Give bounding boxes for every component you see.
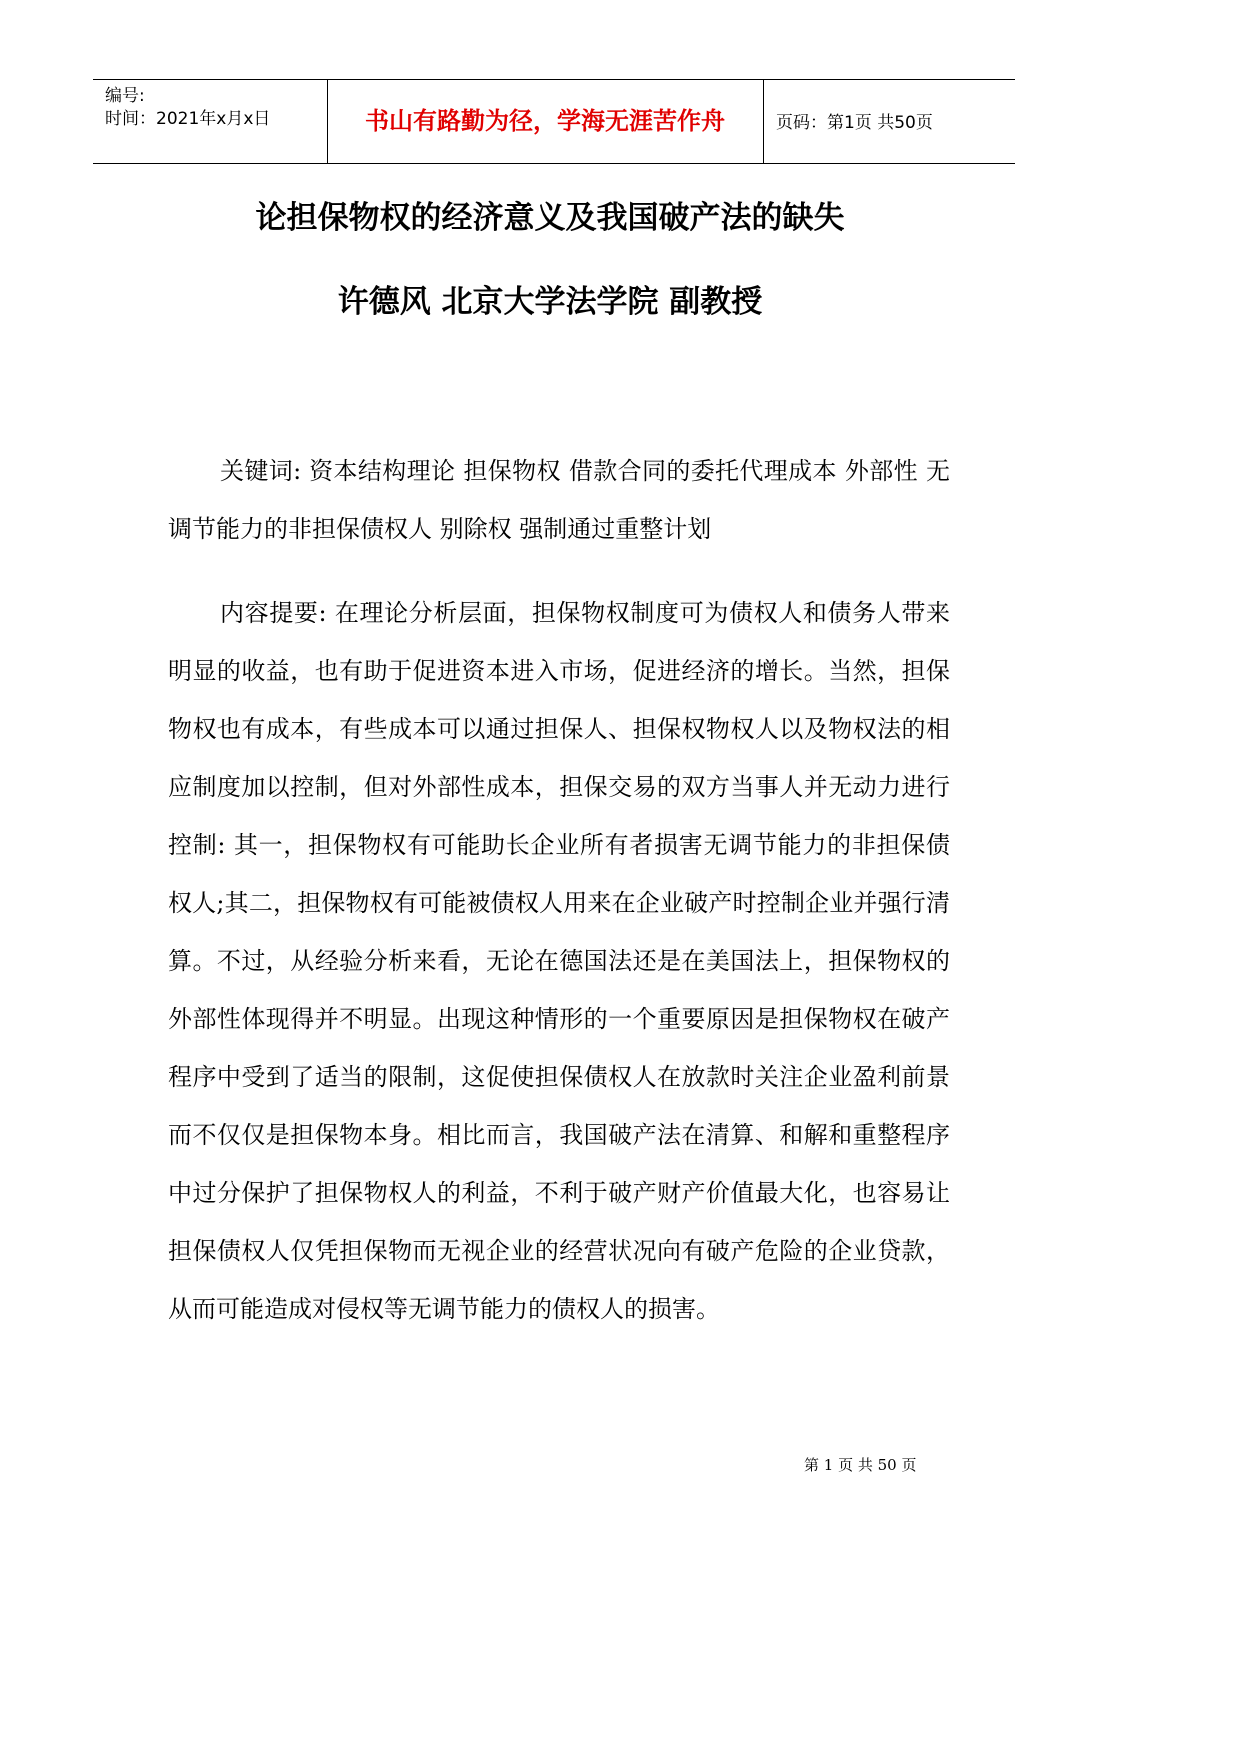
header-meta-cell <box>93 80 328 163</box>
document-time-label: 时间：2021年x月x日 <box>105 109 271 129</box>
header-motto: 书山有路勤为径，学海无涯苦作舟 <box>365 106 725 135</box>
page-footer: 第 1 页 共 50 页 <box>804 1456 917 1474</box>
document-number-label: 编号: <box>105 86 145 106</box>
author-line: 许德风 北京大学法学院 副教授 <box>337 284 763 320</box>
header-motto-cell <box>327 80 764 163</box>
header-page-cell <box>764 80 1015 163</box>
document-title: 论担保物权的经济意义及我国破产法的缺失 <box>255 200 845 236</box>
document-header <box>93 79 1015 164</box>
abstract-paragraph: 内容提要: 在理论分析层面，担保物权制度可为债权人和债务人带来明显的收益，也有助于促进资本进入市场，促进经济的增长。当然，担保物权也有成本，有些成本可以通过担保人、担保权物权人以及物权法的相应制度加以控制，但对外部性成本，担保交易的双方当事人并无动力进行控制: 其一，担保物权有可能助长企业所有者损害无调节能力的非担保债权人;其二，担保物权有可能被债权人用来在企业破产时控制企业并强行清算。不过，从经验分析来看，无论在德国法还是在美国法上，担保物权的外部性体现得并不明显。出现这种情形的一个重要原因是担保物权在破产程序中受到了适当的限制，这促使担保债权人在放款时关注企业盈利前景而不仅仅是担保物本身。相比而言，我国破产法在清算、和解和重整程序中过分保护了担保物权人的利益，不利于破产财产价值最大化，也容易让担保债权人仅凭担保物而无视企业的经营状况向有破产危险的企业贷款，从而可能造成对侵权等无调节能力的债权人的损害。 <box>168 599 950 1323</box>
header-page-code: 页码：第1页 共50页 <box>776 113 933 133</box>
keywords-paragraph: 关键词: 资本结构理论 担保物权 借款合同的委托代理成本 外部性 无调节能力的非担保债权人 别除权 强制通过重整计划 <box>168 457 950 543</box>
